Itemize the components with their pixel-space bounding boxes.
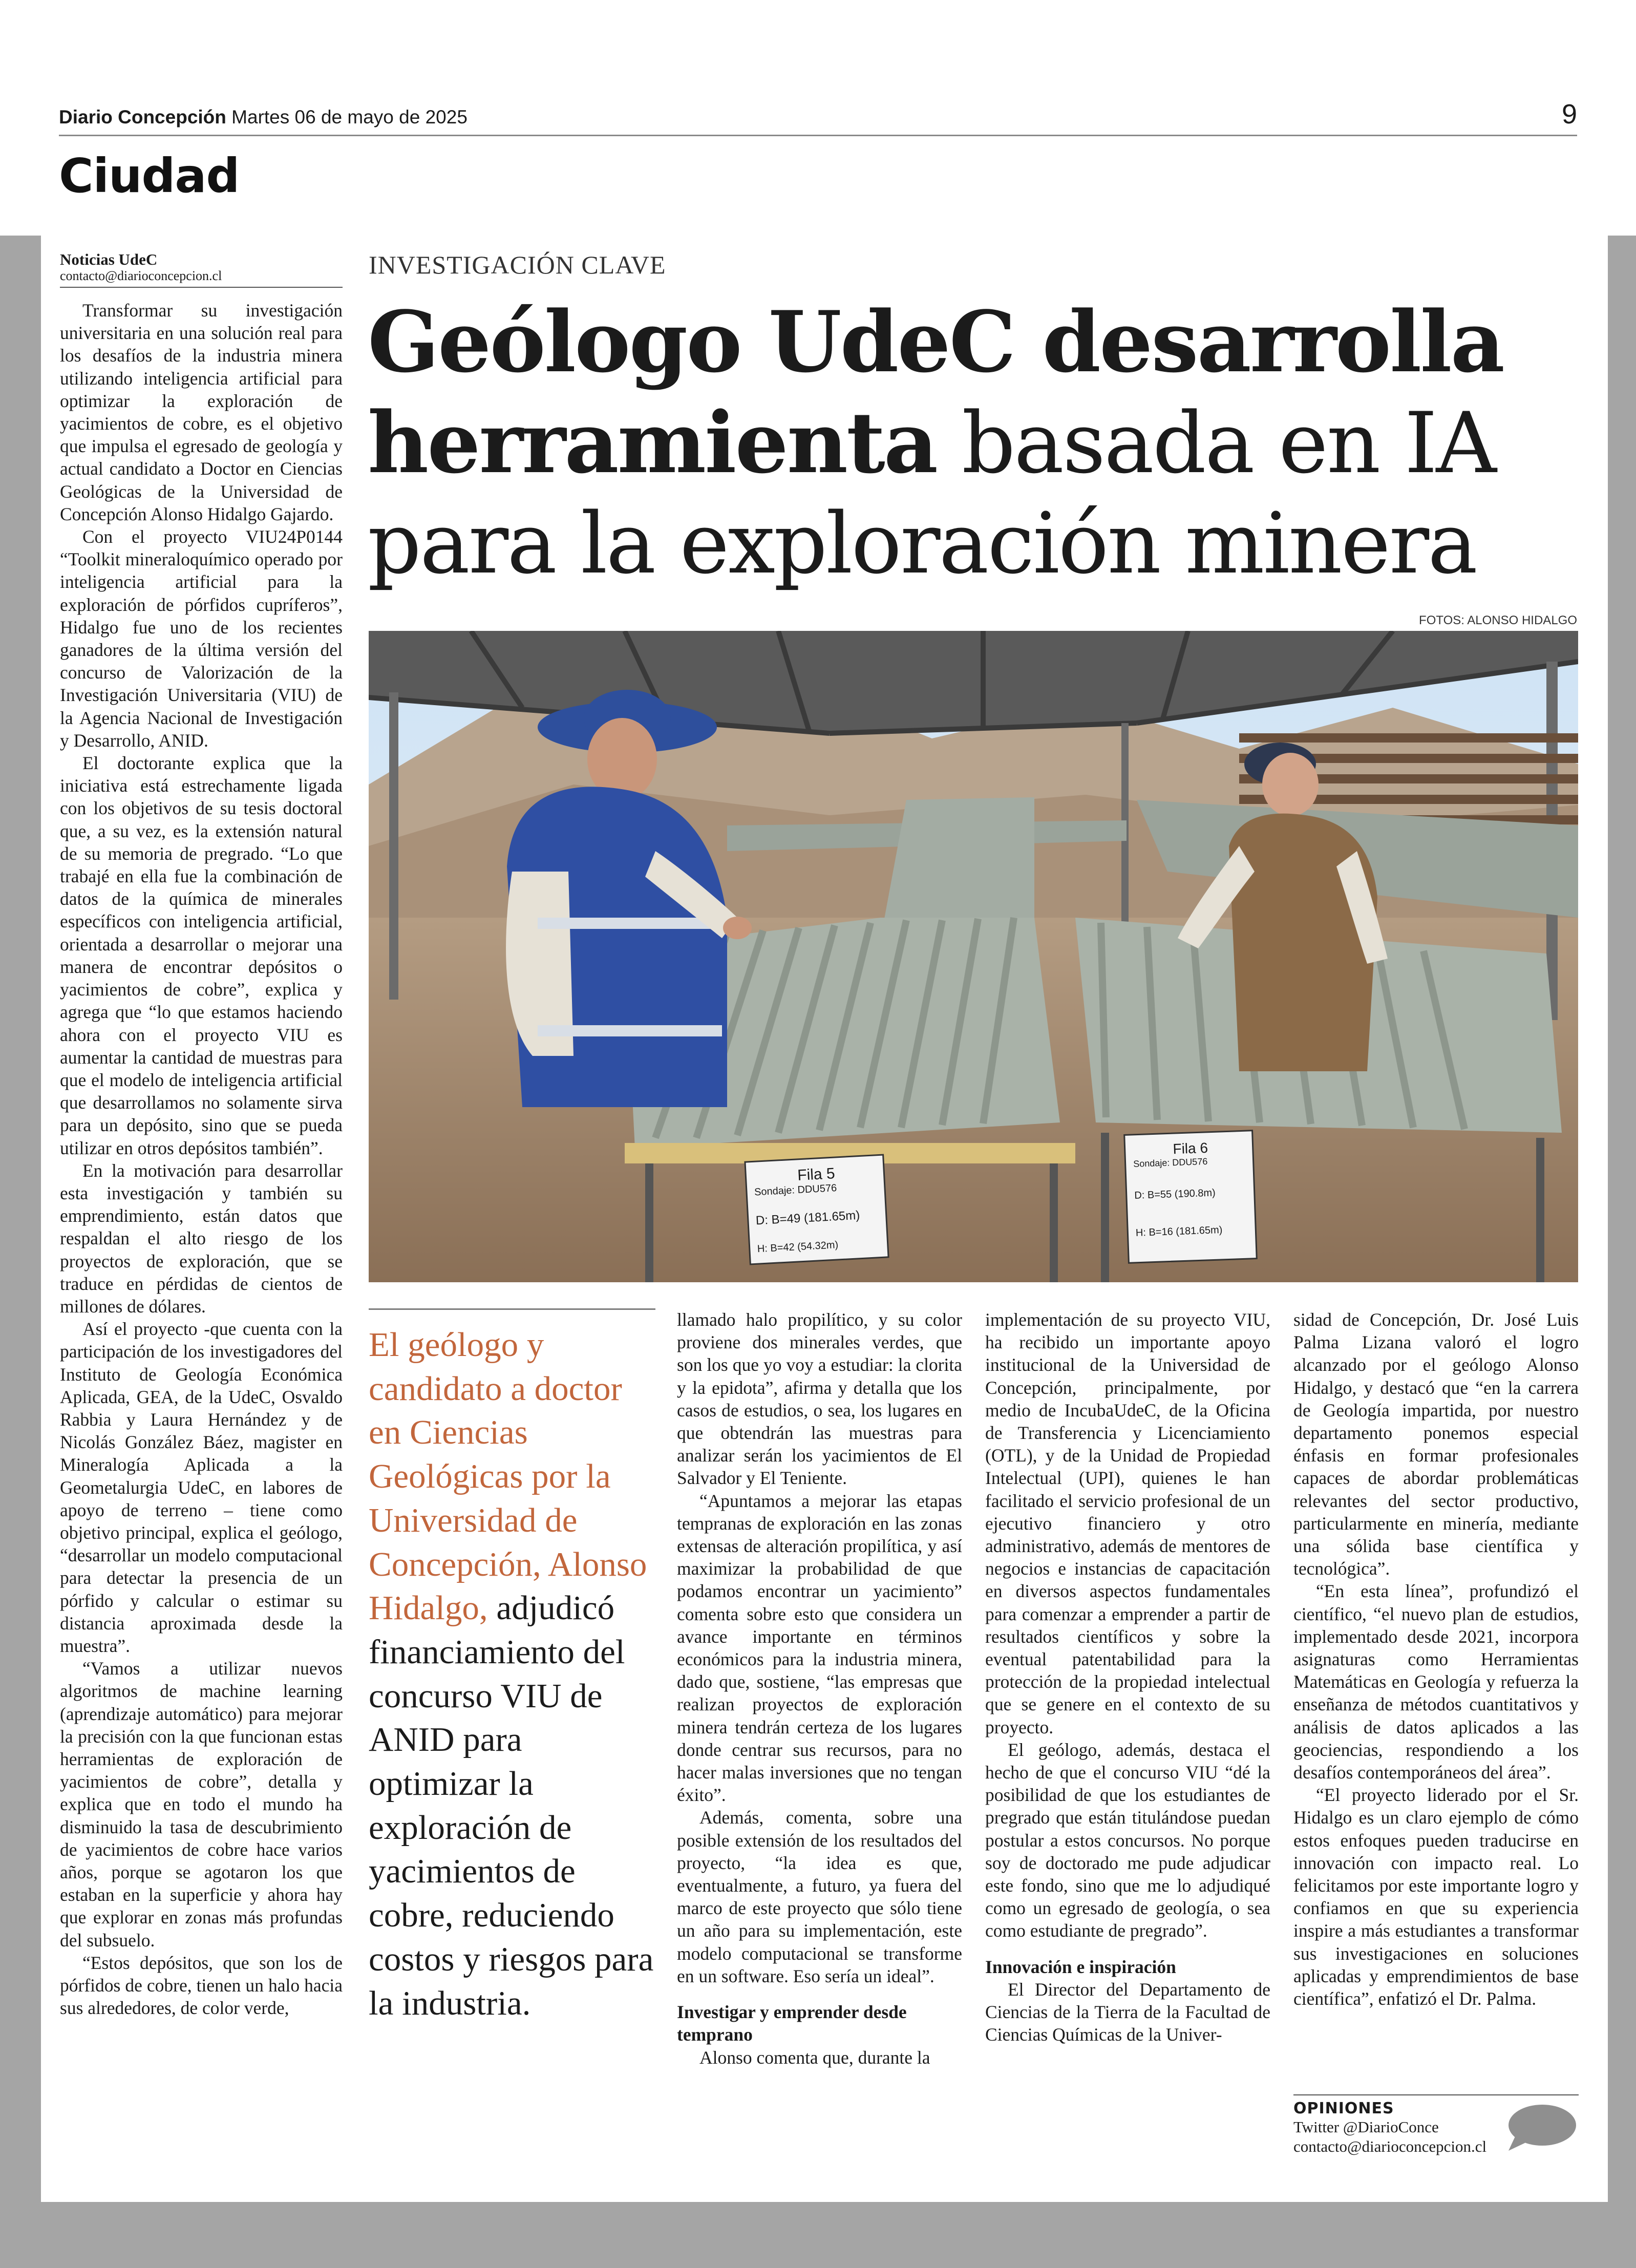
headline-regular: basada en IA para la exploración minera xyxy=(368,394,1495,592)
paragraph: El doctorante explica que la iniciativa está estrechamente ligada con los objetivos de su tesis doctoral que, a su vez, es la extensión natural de su memoria de pregrado. “Lo que trabajé en ella fue la combinación de datos de la química de minerales específicos con inteligencia artificial, orientada a desarrollar o mejorar una manera de encontrar depósitos o yacimientos de cobre”, explica y agrega que “lo que estamos haciendo ahora con el proyecto VIU es aumentar la cantidad de muestras para que el modelo de inteligencia artificial que desarrollamos no solamente sirva para un depósito, sino que se pueda utilizar en otros depósitos también”. xyxy=(60,753,343,1158)
column-4-text xyxy=(1293,1308,1579,2010)
byline-email: contacto@diarioconcepcion.cl xyxy=(60,268,222,283)
sign-5-title: Fila 5 xyxy=(797,1165,836,1184)
masthead-date: Martes 06 de mayo de 2025 xyxy=(231,107,468,128)
byline-name: Noticias UdeC xyxy=(60,250,158,268)
sign-6-title: Fila 6 xyxy=(1172,1139,1208,1157)
subheading-innovacion: Innovación e inspiración xyxy=(985,1956,1176,1977)
opinions-email[interactable]: contacto@diarioconcepcion.cl xyxy=(1293,2137,1487,2155)
sign-6-sondaje: Sondaje: DDU576 xyxy=(1133,1156,1208,1169)
masthead xyxy=(59,107,468,128)
paragraph: “Estos depósitos, que son los de pórfidos de cobre, tienen un halo hacia sus alrededores, de color verde, xyxy=(60,1952,343,2019)
pull-quote-divider xyxy=(369,1308,655,1310)
photo-credit: FOTOS: ALONSO HIDALGO xyxy=(1419,613,1577,627)
column-1-text xyxy=(60,299,343,2019)
paragraph: implementación de su proyecto VIU, ha recibido un importante apoyo institucional de la Universidad de Concepción, principalmente, por medio de IncubaUdeC, de la Oficina de Transferencia y Licenciamiento (OTL), y de la Unidad de Propiedad Intelectual (UPI), quienes le han facilitado el servicio profesional de un ejecutivo financiero y otro administrativo, además de mentores de negocios e instancias de capacitación en diversos aspectos fundamentales para comenzar a emprender a partir de resultados científicos y sobre la eventual patentabilidad para la protección de la propiedad intelectual que se genere en el contexto de su proyecto. xyxy=(985,1309,1270,1737)
paragraph: Transformar su investigación universitaria en una solución real para los desafíos de la industria minera utilizando inteligencia artificial para optimizar la exploración de yacimientos de cobre, es el objetivo que impulsa el egresado de geología y actual candidato a Doctor en Ciencias Geológicas de la Universidad de Concepción Alonso Hidalgo Gajardo. xyxy=(60,300,343,524)
paragraph: “En esta línea”, profundizó el científico, “el nuevo plan de estudios, implementado desde 2021, incorpora asignaturas como Herramientas Matemáticas en Geología y refuerza la enseñanza de métodos cuantitativos y análisis de datos aplicados a las geociencias, respondiendo a los desafíos contemporáneos del área”. xyxy=(1293,1581,1579,1783)
paragraph: “El proyecto liderado por el Sr. Hidalgo es un claro ejemplo de cómo estos enfoques pueden traducirse en innovación con impacto real. Lo felicitamos por este importante logro y confiamos en que su experiencia inspire a más estudiantes a transformar sus investigaciones en soluciones aplicadas y emprendimientos de base científica”, enfatizó el Dr. Palma. xyxy=(1293,1785,1579,2009)
article-photo xyxy=(369,631,1578,1282)
byline-divider xyxy=(60,287,343,288)
paragraph: En la motivación para desarrollar esta investigación y también su emprendimiento, están datos que respaldan el alto riesgo de los proyectos de exploración, que se traduce en pérdidas de cientos de millones de dólares. xyxy=(60,1160,343,1317)
sign-fila-5 xyxy=(753,1163,883,1256)
column-3-text xyxy=(985,1308,1270,2046)
opinions-twitter[interactable]: Twitter @DiarioConce xyxy=(1293,2118,1439,2136)
pull-quote-text xyxy=(369,1323,655,2025)
pull-quote-highlight: El geólogo y candidato a doctor en Ciencias Geológicas por la Universidad de Concepción, Alonso Hidalgo, xyxy=(369,1326,647,1627)
paragraph: “Vamos a utilizar nuevos algoritmos de machine learning (aprendizaje automático) para mejorar la precisión con la que funcionan estas herramientas de exploración de yacimientos de cobre”, detalla y explica que en todo el mundo ha disminuido la tasa de descubrimiento de yacimientos de cobre hace varios años, porque se agotaron los que estaban en la superficie y ahora hay que explorar en zonas más profundas del subsuelo. xyxy=(60,1658,343,1951)
paragraph: Además, comenta, sobre una posible extensión de los resultados del proyecto, “la idea es que, eventualmente, a futuro, ya fuera del marco de este proyecto que sólo tiene un año para su implementación, este modelo computacional se transforme en un software. Eso sería un ideal”. xyxy=(677,1807,962,1986)
column-2-text xyxy=(677,1308,962,2069)
paragraph: Con el proyecto VIU24P0144 “Toolkit mineraloquímico operado por inteligencia artificial para la exploración de pórfidos cupríferos”, Hidalgo fue uno de los recientes ganadores de la última versión del concurso de Valorización de la Investigación Universitaria (VIU) de la Agencia Nacional de Investigación y Desarrollo, ANID. xyxy=(60,526,343,751)
speech-bubble-icon xyxy=(1505,2104,1577,2152)
sign-5-line-1: D: B=49 (181.65m) xyxy=(755,1208,860,1228)
paragraph: El Director del Departamento de Ciencias de la Tierra de la Facultad de Ciencias Químicas de la Univer- xyxy=(985,1979,1270,2045)
sign-fila-6 xyxy=(1133,1138,1251,1239)
section-title: Ciudad xyxy=(59,149,240,203)
subheading-investigar: Investigar y emprender desde temprano xyxy=(677,2002,907,2045)
paragraph: sidad de Concepción, Dr. José Luis Palma Lizana valoró el logro alcanzado por el geólogo Alonso Hidalgo, y destacó que “en la carrera de Geología impartida, por nuestro departamento ponemos especial énfasis en formar profesionales capaces de abordar problemáticas relevantes del sector productivo, particularmente en minería, mediante una sólida base científica y tecnológica”. xyxy=(1293,1309,1579,1579)
header-divider xyxy=(59,135,1577,136)
pull-quote-rest: adjudicó financiamiento del concurso VIU de ANID para optimizar la exploración de yacimientos de cobre, reduciendo costos y riesgos para la industria. xyxy=(369,1589,654,2022)
pull-quote xyxy=(369,1308,655,2025)
sign-6-line-1: D: B=55 (190.8m) xyxy=(1134,1187,1216,1201)
article-headline xyxy=(368,292,1576,594)
paragraph: El geólogo, además, destaca el hecho de que el concurso VIU “dé la posibilidad de que los estudiantes de pregrado que están titulándose puedan postular a estos concursos. No porque soy de doctorado me pude adjudicar este fondo, sino que me lo adjudiqué como un egresado de geología, o sea como estudiante de pregrado”. xyxy=(985,1739,1270,1941)
opinions-title: OPINIONES xyxy=(1293,2100,1394,2117)
article-kicker: INVESTIGACIÓN CLAVE xyxy=(369,250,666,279)
paragraph: Alonso comenta que, durante la xyxy=(699,2047,930,2068)
sign-5-sondaje: Sondaje: DDU576 xyxy=(754,1182,837,1198)
paragraph: Así el proyecto -que cuenta con la participación de los investigadores del Instituto de Geología Económica Aplicada, GEA, de la UdeC, Osvaldo Rabbia y Laura Hernández y de Nicolás González Báez, magister en Mineralogía Aplicada a la Geometalurgia UdeC, en labores de apoyo de terreno – tiene como objetivo principal, explica el geólogo, “desarrollar un modelo computacional para detectar la presencia de un pórfido y calcular o estimar su distancia aproximada desde la muestra”. xyxy=(60,1319,343,1656)
headline-bold: Geólogo UdeC desarrolla herramienta xyxy=(368,292,1503,492)
page-number: 9 xyxy=(1561,99,1577,130)
photo-illustration xyxy=(369,631,1578,1282)
paragraph: “Apuntamos a mejorar las etapas tempranas de exploración en las zonas extensas de alteración propilítica, y así maximizar la probabilidad de que podamos encontrar un yacimiento” comenta sobre esto que considera un avance importante en términos económicos para la industria minera, dado que, sostiene, “las empresas que realizan proyectos de exploración minera tendrán certeza de los lugares donde centrar sus recursos, para no hacer malas inversiones que no tengan éxito”. xyxy=(677,1490,962,1806)
left-column xyxy=(60,251,343,2019)
paragraph: llamado halo propilítico, y su color proviene dos minerales verdes, que son los que yo voy a estudiar: la clorita y la epidota”, afirma y detalla que los casos de estudios, o sea, los lugares en que obtendrán las muestras para analizar serán los yacimientos de El Salvador y El Teniente. xyxy=(677,1309,962,1489)
sign-5-line-2: H: B=42 (54.32m) xyxy=(757,1239,839,1255)
masthead-name: Diario Concepción xyxy=(59,107,226,128)
sign-6-line-2: H: B=16 (181.65m) xyxy=(1135,1224,1223,1239)
page-header xyxy=(0,0,1636,236)
